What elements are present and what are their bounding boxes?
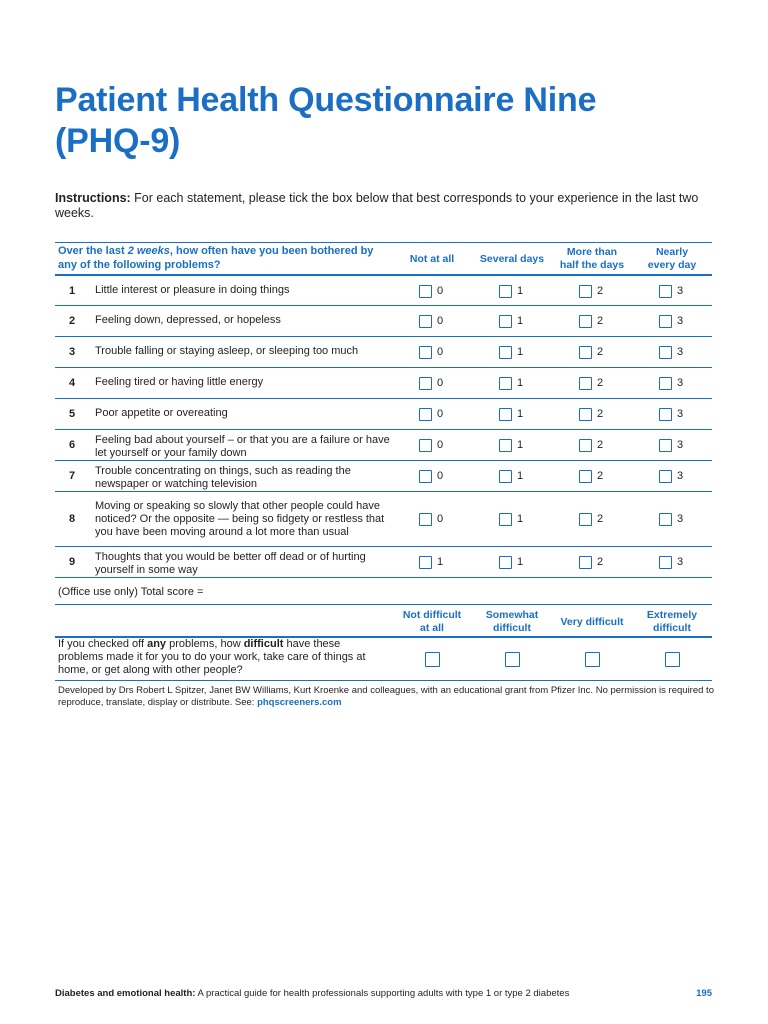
answer-option[interactable] [499, 315, 559, 329]
answer-option[interactable] [499, 408, 559, 422]
table-row [55, 274, 712, 307]
instructions [55, 191, 715, 221]
option-score: 0 [437, 377, 444, 389]
option-score: 1 [517, 408, 524, 420]
column-header-line: Not at all [409, 253, 455, 265]
difficulty-checkbox[interactable] [505, 652, 520, 667]
checkbox[interactable] [659, 377, 672, 390]
question-text: Feeling bad about yourself – or that you are a failure or have let yourself or your family down [95, 434, 390, 459]
checkbox[interactable] [579, 315, 592, 328]
answer-option[interactable] [499, 513, 559, 527]
question-text: Little interest or pleasure in doing things [95, 284, 290, 296]
option-score: 1 [517, 556, 524, 568]
answer-option[interactable] [659, 285, 719, 299]
checkbox[interactable] [419, 346, 432, 359]
difficulty-question-bold: any [147, 638, 167, 650]
option-score: 3 [677, 315, 684, 327]
checkbox[interactable] [659, 556, 672, 569]
footer-text: A practical guide for health professionals supporting adults with type 1 or type 2 diabetes [195, 988, 570, 999]
option-score: 3 [677, 556, 684, 568]
answer-option[interactable] [659, 470, 719, 484]
question-text: Thoughts that you would be better off dead or of hurting yourself in some way [95, 551, 366, 576]
table-row [55, 336, 712, 368]
checkbox[interactable] [499, 377, 512, 390]
checkbox[interactable] [419, 285, 432, 298]
answer-option[interactable] [419, 513, 479, 527]
option-score: 1 [517, 439, 524, 451]
checkbox[interactable] [579, 285, 592, 298]
column-header-line: difficult [653, 622, 691, 634]
checkbox[interactable] [579, 408, 592, 421]
checkbox[interactable] [499, 556, 512, 569]
question-number: 1 [68, 285, 76, 297]
option-score: 0 [437, 346, 444, 358]
table-top-rule [55, 242, 712, 243]
answer-option[interactable] [419, 408, 479, 422]
answer-option[interactable] [579, 408, 639, 422]
checkbox[interactable] [499, 315, 512, 328]
option-score: 2 [597, 470, 604, 482]
checkbox[interactable] [579, 377, 592, 390]
column-header-line: Not difficult [402, 609, 462, 621]
option-score: 2 [597, 285, 604, 297]
instructions-text: For each statement, please tick the box below that best corresponds to your experience in the last two weeks. [55, 191, 699, 220]
difficulty-checkbox[interactable] [665, 652, 680, 667]
title-line-1: Patient Health Questionnaire Nine [55, 81, 597, 119]
difficulty-question [58, 638, 388, 677]
page-number: 195 [696, 988, 712, 999]
answer-option[interactable] [579, 346, 639, 360]
answer-option[interactable] [419, 377, 479, 391]
answer-option[interactable] [499, 470, 559, 484]
table-row [55, 398, 712, 430]
answer-option[interactable] [579, 513, 639, 527]
answer-option[interactable] [499, 377, 559, 391]
table-row [55, 305, 712, 337]
difficulty-checkbox[interactable] [425, 652, 440, 667]
question-number: 2 [68, 315, 76, 327]
question-header-prefix: Over the last [58, 245, 128, 257]
question-header-suffix: , how often have you been bothered by any of the following problems? [58, 245, 374, 271]
table-row [55, 429, 712, 461]
column-header [627, 246, 717, 272]
answer-option[interactable] [579, 285, 639, 299]
column-header-line: Extremely [646, 609, 698, 621]
difficulty-question-part: problems, how [166, 638, 244, 650]
answer-option[interactable] [419, 470, 479, 484]
option-score: 2 [597, 513, 604, 525]
answer-option[interactable] [419, 285, 479, 299]
option-score: 2 [597, 315, 604, 327]
column-header-line: at all [420, 622, 444, 634]
page-title [55, 80, 735, 162]
answer-option[interactable] [499, 285, 559, 299]
question-text: Feeling tired or having little energy [95, 376, 264, 388]
checkbox[interactable] [579, 439, 592, 452]
question-text: Trouble falling or staying asleep, or sleeping too much [95, 345, 359, 357]
checkbox[interactable] [499, 408, 512, 421]
answer-option[interactable] [659, 346, 719, 360]
question-text: Moving or speaking so slowly that other people could have noticed? Or the opposite — being so fidgety or restless that you have been moving around a lot more than usual [95, 500, 385, 538]
column-header [467, 253, 557, 266]
page-footer [55, 988, 715, 999]
difficulty-question-bold: difficult [243, 638, 284, 650]
answer-option[interactable] [499, 439, 559, 453]
column-header [387, 253, 477, 266]
answer-option[interactable] [499, 556, 559, 570]
column-header-line: Nearly [655, 246, 689, 258]
question-number: 4 [68, 377, 76, 389]
checkbox[interactable] [579, 346, 592, 359]
column-header-line: half the days [559, 259, 625, 271]
answer-option[interactable] [419, 556, 479, 570]
office-use-total: (Office use only) Total score = [58, 586, 204, 598]
option-score: 0 [437, 408, 444, 420]
column-header-line: Very difficult [560, 616, 624, 628]
question-number: 8 [68, 513, 76, 525]
table-bottom-rule [55, 577, 712, 578]
checkbox[interactable] [419, 408, 432, 421]
option-score: 2 [597, 556, 604, 568]
footer-bold: Diabetes and emotional health: [55, 988, 196, 999]
checkbox[interactable] [659, 315, 672, 328]
answer-option[interactable] [659, 315, 719, 329]
column-header [547, 246, 637, 272]
instructions-label: Instructions: [55, 191, 131, 205]
option-score: 2 [597, 377, 604, 389]
answer-option[interactable] [659, 513, 719, 527]
question-header [58, 245, 388, 272]
checkbox[interactable] [659, 408, 672, 421]
checkbox[interactable] [579, 470, 592, 483]
column-header-line: difficult [493, 622, 531, 634]
checkbox[interactable] [499, 470, 512, 483]
answer-option[interactable] [659, 408, 719, 422]
title-line-2: (PHQ-9) [55, 122, 181, 160]
option-score: 0 [437, 315, 444, 327]
option-score: 3 [677, 439, 684, 451]
option-score: 1 [437, 556, 444, 568]
option-score: 1 [517, 285, 524, 297]
difficulty-column-header [467, 609, 557, 635]
question-number: 9 [68, 556, 76, 568]
checkbox[interactable] [419, 315, 432, 328]
option-score: 1 [517, 513, 524, 525]
option-score: 3 [677, 377, 684, 389]
answer-option[interactable] [659, 377, 719, 391]
question-number: 5 [68, 408, 76, 420]
difficulty-column-header [547, 616, 637, 629]
question-number: 6 [68, 439, 76, 451]
difficulty-question-part: If you checked off [58, 638, 148, 650]
answer-option[interactable] [579, 377, 639, 391]
option-score: 1 [517, 346, 524, 358]
question-text: Feeling down, depressed, or hopeless [95, 314, 281, 326]
answer-option[interactable] [579, 315, 639, 329]
checkbox[interactable] [659, 513, 672, 526]
option-score: 1 [517, 470, 524, 482]
column-header-line: Several days [479, 253, 545, 265]
column-header-line: More than [566, 246, 618, 258]
table-row [55, 460, 712, 492]
footnote-text: Developed by Drs Robert L Spitzer, Janet ВW Williams, Kurt Kroenke and colleagues, with an educational grant from Pfizer Inc. No permission is required to reproduce, translate, display or distribute. See: [58, 685, 714, 708]
answer-option[interactable] [499, 346, 559, 360]
option-score: 2 [597, 439, 604, 451]
option-score: 0 [437, 285, 444, 297]
checkbox[interactable] [499, 346, 512, 359]
checkbox[interactable] [419, 377, 432, 390]
answer-option[interactable] [419, 346, 479, 360]
answer-option[interactable] [579, 439, 639, 453]
difficulty-top-rule [55, 604, 712, 605]
answer-option[interactable] [579, 470, 639, 484]
answer-option[interactable] [419, 315, 479, 329]
difficulty-column-header [387, 609, 477, 635]
question-text: Trouble concentrating on things, such as reading the newspaper or watching television [95, 465, 351, 490]
difficulty-bottom-rule [55, 680, 712, 681]
checkbox[interactable] [659, 470, 672, 483]
option-score: 0 [437, 470, 444, 482]
checkbox[interactable] [499, 513, 512, 526]
checkbox[interactable] [419, 556, 432, 569]
question-header-emphasis: 2 weeks [127, 245, 170, 257]
checkbox[interactable] [499, 285, 512, 298]
difficulty-column-header [627, 609, 717, 635]
question-text: Poor appetite or overeating [95, 407, 228, 419]
table-row [55, 546, 712, 578]
option-score: 2 [597, 346, 604, 358]
option-score: 1 [517, 377, 524, 389]
checkbox[interactable] [499, 439, 512, 452]
table-row [55, 491, 712, 547]
checkbox[interactable] [659, 285, 672, 298]
checkbox[interactable] [579, 513, 592, 526]
option-score: 2 [597, 408, 604, 420]
checkbox[interactable] [579, 556, 592, 569]
checkbox[interactable] [419, 470, 432, 483]
option-score: 0 [437, 513, 444, 525]
difficulty-checkbox[interactable] [585, 652, 600, 667]
column-header-line: Somewhat [485, 609, 539, 621]
footnote [58, 685, 718, 708]
option-score: 1 [517, 315, 524, 327]
footnote-link[interactable]: phqscreeners.com [257, 696, 342, 708]
difficulty-question-part: have these problems made it for you to do your work, take care of things at home, or get along with other people? [58, 638, 366, 676]
option-score: 3 [677, 408, 684, 420]
option-score: 3 [677, 285, 684, 297]
answer-option[interactable] [579, 556, 639, 570]
column-header-line: every day [647, 259, 697, 271]
question-number: 7 [68, 470, 76, 482]
table-row [55, 367, 712, 399]
option-score: 0 [437, 439, 444, 451]
checkbox[interactable] [419, 513, 432, 526]
answer-option[interactable] [419, 439, 479, 453]
checkbox[interactable] [659, 439, 672, 452]
option-score: 3 [677, 346, 684, 358]
checkbox[interactable] [419, 439, 432, 452]
option-score: 3 [677, 470, 684, 482]
answer-option[interactable] [659, 556, 719, 570]
option-score: 3 [677, 513, 684, 525]
checkbox[interactable] [659, 346, 672, 359]
question-number: 3 [68, 346, 76, 358]
answer-option[interactable] [659, 439, 719, 453]
